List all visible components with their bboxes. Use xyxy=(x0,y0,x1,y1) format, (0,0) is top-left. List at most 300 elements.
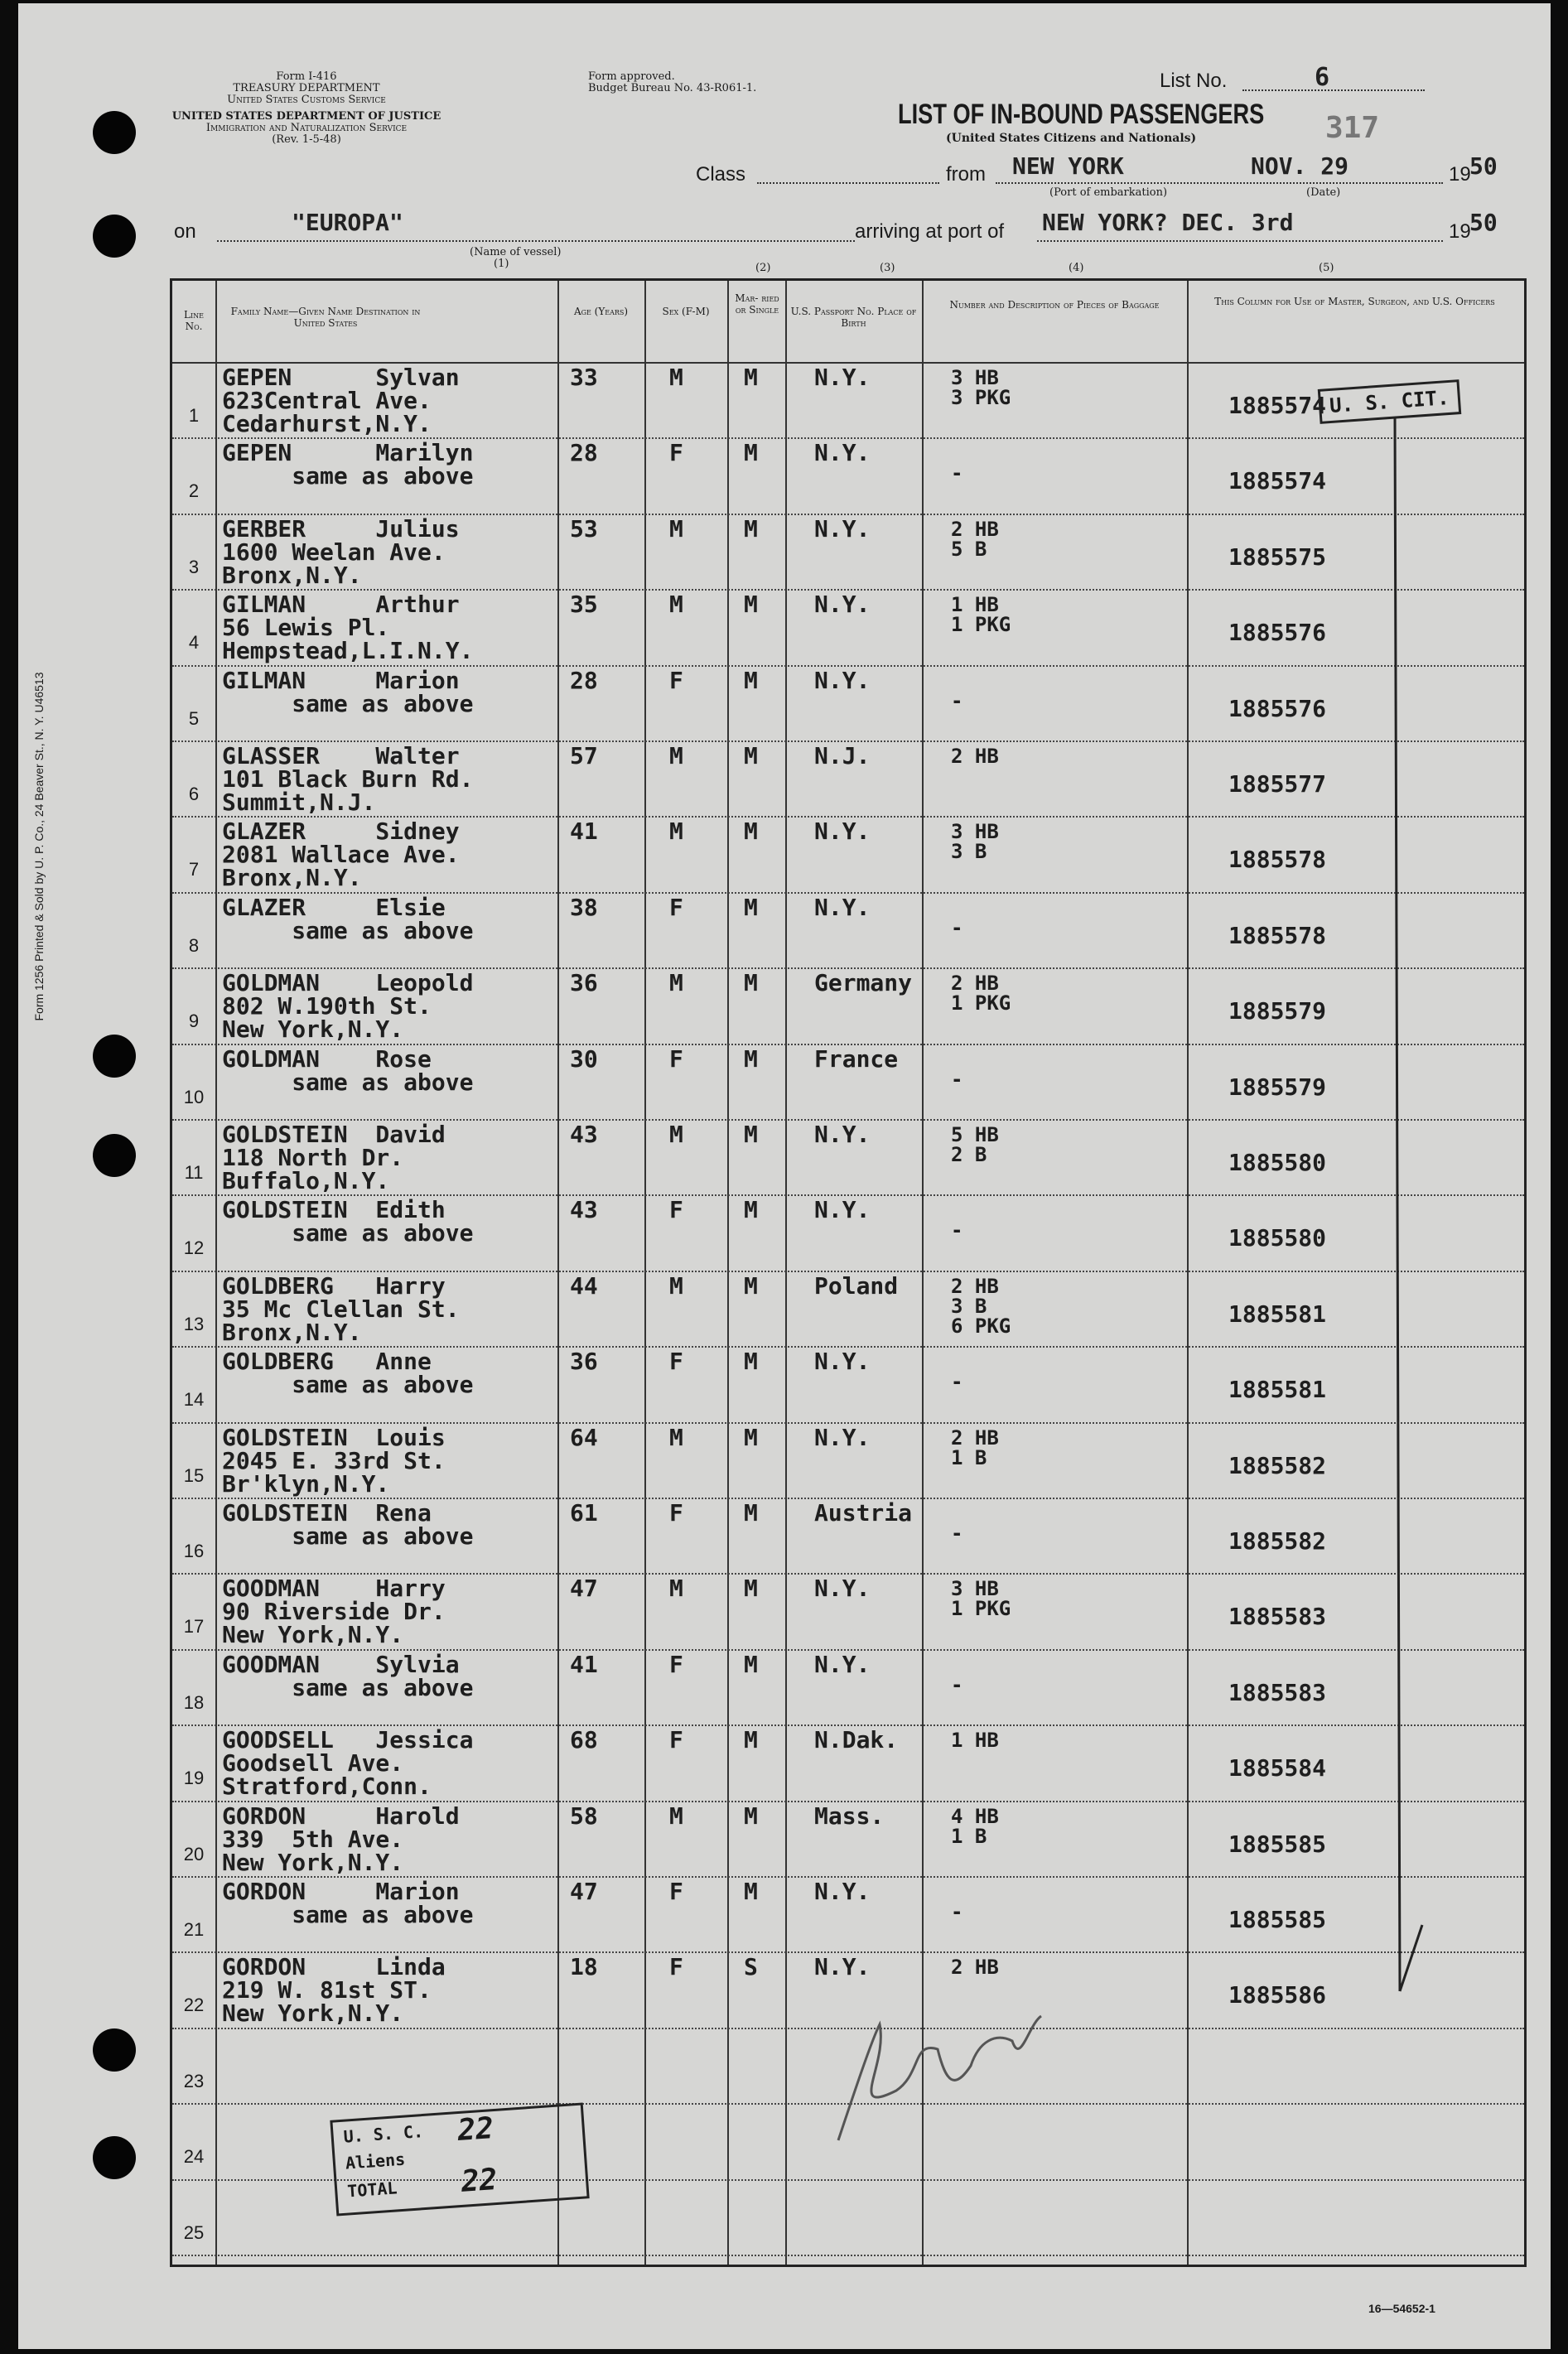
passenger-name: GOODMAN Sylvia xyxy=(222,1650,460,1678)
department: TREASURY DEPARTMENT xyxy=(233,82,380,94)
sex-value: M xyxy=(669,818,683,846)
baggage-1: 2 HB xyxy=(951,1425,999,1450)
line-number: 20 xyxy=(183,1843,205,1864)
address-line-1: same as above xyxy=(222,462,474,490)
form-number: Form I-416 xyxy=(276,70,337,83)
baggage-1: 2 HB xyxy=(951,972,999,996)
passenger-name: GOODMAN Harry xyxy=(222,1575,446,1603)
age-value: 44 xyxy=(570,1271,598,1300)
birth-place: N.Y. xyxy=(814,514,871,543)
age-value: 36 xyxy=(570,969,598,997)
col-3-marker: (3) xyxy=(880,262,895,274)
sex-value: F xyxy=(669,1726,683,1754)
line-number: 22 xyxy=(183,1995,205,2016)
baggage-2: - xyxy=(951,1522,963,1545)
line-number: 23 xyxy=(183,2070,205,2091)
line-number: 17 xyxy=(183,1616,205,1638)
age-value: 30 xyxy=(570,1044,598,1073)
sex-value: M xyxy=(669,742,683,769)
count-stamp xyxy=(330,2102,589,2216)
address-line-1: same as above xyxy=(222,1371,474,1399)
printer-imprint: Form 1256 Printed & Sold by U. P. Co., 24 Beaver St., N. Y. U46513 xyxy=(32,672,46,1021)
address-line-1: Goodsell Ave. xyxy=(222,1749,404,1778)
header-age: Age (Years) xyxy=(573,306,629,317)
passenger-name: GOLDMAN Leopold xyxy=(222,969,474,997)
address-line-1: 219 W. 81st ST. xyxy=(222,1976,432,2004)
birth-place: N.Y. xyxy=(814,1575,871,1603)
birth-place: France xyxy=(814,1044,899,1073)
age-value: 36 xyxy=(570,1348,598,1376)
footer-code: 16—54652-1 xyxy=(1368,2302,1435,2315)
sex-value: F xyxy=(669,1348,683,1376)
officer-number: 1885579 xyxy=(1228,997,1327,1025)
table-row xyxy=(172,1651,1524,1726)
passenger-name: GOLDBERG Anne xyxy=(222,1348,432,1376)
passenger-name: GLAZER Sidney xyxy=(222,818,460,846)
marital-status: M xyxy=(744,1423,758,1451)
baggage-2: 2 B xyxy=(951,1143,987,1166)
total-value: 22 xyxy=(460,2162,499,2199)
line-number: 9 xyxy=(188,1011,200,1032)
line-number: 19 xyxy=(183,1768,205,1789)
officer-number: 1885585 xyxy=(1228,1830,1327,1858)
table-row xyxy=(172,439,1524,514)
address-line-1: 35 Mc Clellan St. xyxy=(222,1295,460,1323)
address-line-2: New York,N.Y. xyxy=(222,1015,404,1044)
passenger-name: GEPEN Sylvan xyxy=(222,364,460,391)
address-line-1: 1600 Weelan Ave. xyxy=(222,538,446,566)
form-id-block xyxy=(166,71,447,146)
birth-place: Germany xyxy=(814,969,913,997)
age-value: 33 xyxy=(570,364,598,391)
list-no-label: List No. xyxy=(1160,70,1228,92)
usc-label: U. S. C. xyxy=(342,2121,424,2147)
sex-value: F xyxy=(669,1650,683,1678)
baggage-3: 6 PKG xyxy=(951,1314,1011,1338)
address-line-1: 339 5th Ave. xyxy=(222,1825,404,1853)
customs-service: United States Customs Service xyxy=(227,94,386,106)
table-row xyxy=(172,1726,1524,1802)
aliens-label: Aliens xyxy=(345,2149,406,2173)
line-number: 16 xyxy=(183,1541,205,1561)
address-line-1: 101 Black Burn Rd. xyxy=(222,765,474,793)
marital-status: M xyxy=(744,1499,758,1527)
baggage-1: 5 HB xyxy=(951,1123,999,1146)
age-value: 38 xyxy=(570,893,598,921)
address-line-2: New York,N.Y. xyxy=(222,1848,404,1876)
total-label: TOTAL xyxy=(346,2178,398,2202)
table-row xyxy=(172,1575,1524,1650)
address-line-1: 118 North Dr. xyxy=(222,1144,404,1171)
class-label: Class xyxy=(696,163,746,186)
age-value: 35 xyxy=(570,591,598,619)
birth-place: N.Y. xyxy=(814,818,871,846)
address-line-1: same as above xyxy=(222,1522,474,1550)
age-value: 53 xyxy=(570,514,598,543)
passenger-name: GLAZER Elsie xyxy=(222,893,446,921)
header-sex: Sex (F-M) xyxy=(662,306,710,317)
table-row xyxy=(172,818,1524,893)
marital-status: M xyxy=(744,1650,758,1678)
birth-place: N.Y. xyxy=(814,1196,871,1224)
birth-place: Poland xyxy=(814,1271,899,1300)
marital-status: M xyxy=(744,1575,758,1603)
header-married: Mar- ried or Single xyxy=(735,292,779,316)
age-value: 43 xyxy=(570,1196,598,1224)
marital-status: M xyxy=(744,1878,758,1905)
baggage-2: - xyxy=(951,1370,963,1394)
marital-status: M xyxy=(744,1121,758,1148)
age-value: 47 xyxy=(570,1575,598,1603)
table-row xyxy=(172,1499,1524,1575)
birth-place: N.Y. xyxy=(814,439,871,467)
manifest-page xyxy=(18,3,1551,2349)
address-line-2: Br'klyn,N.Y. xyxy=(222,1469,390,1498)
address-line-1: 623Central Ave. xyxy=(222,387,432,414)
marital-status: M xyxy=(744,893,758,921)
table-row xyxy=(172,1802,1524,1878)
officer-number: 1885579 xyxy=(1228,1073,1327,1101)
officer-number: 1885580 xyxy=(1228,1149,1327,1176)
marital-status: M xyxy=(744,1044,758,1073)
birth-place: N.Y. xyxy=(814,1650,871,1678)
on-label: on xyxy=(174,220,196,243)
sex-value: F xyxy=(669,1044,683,1073)
port-embarkation: NEW YORK xyxy=(1012,152,1124,180)
passenger-name: GORDON Harold xyxy=(222,1802,460,1830)
baggage-2: 1 B xyxy=(951,1445,987,1469)
age-value: 43 xyxy=(570,1121,598,1148)
header-birth: U.S. Passport No. Place of Birth xyxy=(790,306,917,329)
baggage-1: 3 HB xyxy=(951,366,999,389)
table-row xyxy=(172,1424,1524,1499)
passenger-name: GORDON Linda xyxy=(222,1953,446,1981)
sex-value: M xyxy=(669,364,683,391)
table-row xyxy=(172,667,1524,742)
marital-status: M xyxy=(744,1348,758,1376)
baggage-2: - xyxy=(951,1672,963,1696)
officer-number: 1885585 xyxy=(1228,1906,1327,1933)
address-line-2: Buffalo,N.Y. xyxy=(222,1167,390,1194)
table-row xyxy=(172,591,1524,666)
address-line-2: New York,N.Y. xyxy=(222,1621,404,1649)
address-line-1: 56 Lewis Pl. xyxy=(222,614,390,642)
passenger-name: GILMAN Arthur xyxy=(222,591,460,619)
officer-number: 1885582 xyxy=(1228,1451,1327,1479)
col-1-marker: (1) xyxy=(494,258,509,270)
birth-place: N.J. xyxy=(814,742,871,769)
arrival-year: 50 xyxy=(1469,209,1498,236)
embark-line xyxy=(996,182,1443,184)
address-line-1: same as above xyxy=(222,1673,474,1701)
birth-place: N.Dak. xyxy=(814,1726,899,1754)
passenger-name: GOLDSTEIN Edith xyxy=(222,1196,446,1224)
address-line-2: Bronx,N.Y. xyxy=(222,561,362,589)
sex-value: F xyxy=(669,1878,683,1905)
sex-value: F xyxy=(669,1499,683,1527)
line-number: 14 xyxy=(183,1389,205,1411)
line-number: 13 xyxy=(183,1313,205,1334)
passenger-name: GILMAN Marion xyxy=(222,666,460,694)
embark-date: NOV. 29 xyxy=(1251,152,1349,180)
line-number: 10 xyxy=(183,1086,205,1107)
age-value: 41 xyxy=(570,1650,598,1678)
baggage-1: 4 HB xyxy=(951,1804,999,1828)
port-embark-caption: (Port of embarkation) xyxy=(1049,186,1168,199)
officer-number: 1885582 xyxy=(1228,1527,1327,1555)
col-2-marker: (2) xyxy=(755,262,771,274)
embark-year: 50 xyxy=(1469,152,1498,180)
line-number: 5 xyxy=(188,707,200,729)
table-row xyxy=(172,969,1524,1044)
passenger-name: GEPEN Marilyn xyxy=(222,439,474,467)
age-value: 58 xyxy=(570,1802,598,1830)
revision: (Rev. 1-5-48) xyxy=(272,133,341,146)
line-number: 7 xyxy=(188,859,200,880)
sex-value: F xyxy=(669,666,683,694)
sex-value: F xyxy=(669,893,683,921)
check-line-icon xyxy=(1385,417,1435,2033)
birth-place: Austria xyxy=(814,1499,913,1527)
baggage-2: - xyxy=(951,688,963,712)
marital-status: M xyxy=(744,364,758,391)
officer-number: 1885575 xyxy=(1228,543,1327,571)
baggage-2: - xyxy=(951,1900,963,1923)
age-value: 41 xyxy=(570,818,598,846)
birth-place: N.Y. xyxy=(814,1423,871,1451)
arrival-port: NEW YORK? DEC. 3rd xyxy=(1042,209,1294,236)
baggage-2: 3 B xyxy=(951,840,987,864)
address-line-2: New York,N.Y. xyxy=(222,1999,404,2028)
arriving-label: arriving at port of xyxy=(855,220,1005,243)
age-value: 61 xyxy=(570,1499,598,1527)
list-no-value: 6 xyxy=(1315,63,1330,92)
address-line-2: Bronx,N.Y. xyxy=(222,1318,362,1346)
line-number: 21 xyxy=(183,1919,205,1940)
marital-status: M xyxy=(744,1271,758,1300)
officer-number: 1885580 xyxy=(1228,1224,1327,1252)
passenger-name: GORDON Marion xyxy=(222,1878,460,1905)
sex-value: F xyxy=(669,1953,683,1981)
from-label: from xyxy=(946,163,986,186)
table-row xyxy=(172,1272,1524,1348)
birth-place: N.Y. xyxy=(814,364,871,391)
line-number: 8 xyxy=(188,934,200,956)
signature-icon xyxy=(822,1991,1054,2157)
row-divider xyxy=(172,2255,1524,2256)
line-number: 11 xyxy=(184,1162,204,1183)
address-line-1: 90 Riverside Dr. xyxy=(222,1598,446,1626)
address-line-1: same as above xyxy=(222,1219,474,1247)
line-number: 2 xyxy=(188,480,200,502)
baggage-1: 2 HB xyxy=(951,745,999,768)
vessel-name: "EUROPA" xyxy=(292,209,403,236)
passenger-name: GOLDSTEIN David xyxy=(222,1121,446,1148)
birth-place: N.Y. xyxy=(814,1121,871,1148)
marital-status: M xyxy=(744,1802,758,1830)
header-officers: This Column for Use of Master, Surgeon, and U.S. Officers xyxy=(1214,296,1495,307)
sex-value: M xyxy=(669,1423,683,1451)
marital-status: M xyxy=(744,439,758,467)
passenger-name: GOLDBERG Harry xyxy=(222,1271,446,1300)
punch-hole-icon xyxy=(93,2136,136,2179)
birth-place: N.Y. xyxy=(814,893,871,921)
passenger-name: GLASSER Walter xyxy=(222,742,460,769)
sex-value: F xyxy=(669,439,683,467)
officer-number: 1885578 xyxy=(1228,921,1327,949)
baggage-1: 3 HB xyxy=(951,1577,999,1601)
date-caption: (Date) xyxy=(1306,186,1341,199)
birth-place: Mass. xyxy=(814,1802,885,1830)
sex-value: M xyxy=(669,591,683,619)
approval-block xyxy=(588,71,756,94)
baggage-1: 1 HB xyxy=(951,1729,999,1753)
officer-number: 1885576 xyxy=(1228,694,1327,722)
marital-status: M xyxy=(744,1196,758,1224)
table-row xyxy=(172,1121,1524,1196)
line-number: 12 xyxy=(183,1237,205,1259)
officer-number: 1885578 xyxy=(1228,846,1327,874)
line-number: 15 xyxy=(183,1464,205,1486)
address-line-2: Hempstead,L.I.N.Y. xyxy=(222,637,474,665)
sex-value: M xyxy=(669,1575,683,1603)
passenger-name: GOODSELL Jessica xyxy=(222,1726,474,1754)
age-value: 28 xyxy=(570,439,598,467)
officer-number: 1885574 xyxy=(1228,467,1327,495)
page-title: LIST OF IN-BOUND PASSENGERS xyxy=(898,99,1265,130)
sex-value: M xyxy=(669,514,683,543)
punch-hole-icon xyxy=(93,111,136,154)
marital-status: M xyxy=(744,742,758,769)
header-line-no: Line No. xyxy=(184,309,204,332)
budget-bureau: Budget Bureau No. 43-R061-1. xyxy=(588,82,757,94)
officer-number: 1885577 xyxy=(1228,770,1327,798)
line-number: 25 xyxy=(183,2221,205,2243)
sex-value: M xyxy=(669,1271,683,1300)
marital-status: M xyxy=(744,818,758,846)
address-line-2: Summit,N.J. xyxy=(222,789,376,816)
address-line-2: Cedarhurst,N.Y. xyxy=(222,410,432,437)
stamp-number: 317 xyxy=(1325,111,1380,145)
address-line-1: same as above xyxy=(222,916,474,944)
officer-number: 1885574 xyxy=(1228,392,1327,419)
form-approved: Form approved. xyxy=(588,70,675,83)
table-row xyxy=(172,515,1524,591)
sex-value: M xyxy=(669,969,683,997)
line-number: 4 xyxy=(188,632,200,654)
baggage-2: 1 PKG xyxy=(951,1597,1011,1621)
table-row xyxy=(172,1348,1524,1423)
passenger-name: GERBER Julius xyxy=(222,514,460,543)
marital-status: M xyxy=(744,591,758,619)
address-line-1: same as above xyxy=(222,1901,474,1928)
arrival-year-prefix: 19 xyxy=(1449,220,1471,243)
usc-value: 22 xyxy=(456,2111,495,2149)
punch-hole-icon xyxy=(93,2028,136,2072)
list-no-line xyxy=(1242,89,1425,91)
baggage-1: 2 HB xyxy=(951,517,999,541)
table-row xyxy=(172,1045,1524,1121)
marital-status: S xyxy=(744,1953,758,1981)
justice-dept: UNITED STATES DEPARTMENT OF JUSTICE xyxy=(171,110,441,123)
baggage-1: 3 HB xyxy=(951,820,999,844)
baggage-2: 1 B xyxy=(951,1824,987,1848)
header-name: Family Name—Given Name Destination in United States xyxy=(230,306,421,329)
baggage-2: - xyxy=(951,1067,963,1091)
marital-status: M xyxy=(744,666,758,694)
officer-number: 1885581 xyxy=(1228,1300,1327,1328)
table-row xyxy=(172,742,1524,818)
header-baggage: Number and Description of Pieces of Baggage xyxy=(949,299,1160,311)
baggage-2: 5 B xyxy=(951,537,987,561)
marital-status: M xyxy=(744,514,758,543)
punch-hole-icon xyxy=(93,1035,136,1078)
officer-number: 1885584 xyxy=(1228,1754,1327,1782)
address-line-2: Bronx,N.Y. xyxy=(222,864,362,892)
birth-place: N.Y. xyxy=(814,666,871,694)
passenger-name: GOLDSTEIN Rena xyxy=(222,1499,432,1527)
officer-number: 1885583 xyxy=(1228,1603,1327,1631)
baggage-2: 1 PKG xyxy=(951,991,1011,1015)
address-line-2: Stratford,Conn. xyxy=(222,1773,432,1801)
address-line-1: 802 W.190th St. xyxy=(222,992,432,1020)
line-number: 24 xyxy=(183,2146,205,2168)
birth-place: N.Y. xyxy=(814,1878,871,1905)
officer-number: 1885576 xyxy=(1228,619,1327,647)
col-5-marker: (5) xyxy=(1319,262,1334,274)
age-value: 28 xyxy=(570,666,598,694)
sex-value: M xyxy=(669,1802,683,1830)
year-prefix: 19 xyxy=(1449,163,1471,186)
sex-value: M xyxy=(669,1121,683,1148)
line-number: 18 xyxy=(183,1691,205,1713)
birth-place: N.Y. xyxy=(814,591,871,619)
officer-number: 1885581 xyxy=(1228,1376,1327,1404)
age-value: 18 xyxy=(570,1953,598,1981)
punch-hole-icon xyxy=(93,1134,136,1177)
baggage-2: - xyxy=(951,1218,963,1242)
passenger-name: GOLDSTEIN Louis xyxy=(222,1423,446,1451)
baggage-2: - xyxy=(951,915,963,939)
baggage-1: 2 HB xyxy=(951,1274,999,1298)
passenger-table xyxy=(170,278,1527,2267)
baggage-2: 3 PKG xyxy=(951,386,1011,409)
age-value: 57 xyxy=(570,742,598,769)
baggage-2: - xyxy=(951,461,963,485)
age-value: 47 xyxy=(570,1878,598,1905)
arrival-line xyxy=(1037,240,1443,242)
punch-hole-icon xyxy=(93,215,136,258)
birth-place: N.Y. xyxy=(814,1348,871,1376)
baggage-1: 2 HB xyxy=(951,1956,999,1980)
birth-place: N.Y. xyxy=(814,1953,871,1981)
baggage-2: 3 B xyxy=(951,1294,987,1318)
vessel-line xyxy=(217,240,855,242)
us-cit-stamp: U. S. CIT. xyxy=(1318,379,1461,424)
sex-value: F xyxy=(669,1196,683,1224)
address-line-1: same as above xyxy=(222,1068,474,1096)
age-value: 68 xyxy=(570,1726,598,1754)
baggage-1: 1 HB xyxy=(951,593,999,617)
marital-status: M xyxy=(744,969,758,997)
address-line-1: 2081 Wallace Ave. xyxy=(222,841,460,869)
table-row xyxy=(172,1878,1524,1953)
page-subtitle: (United States Citizens and Nationals) xyxy=(946,132,1197,145)
passenger-name: GOLDMAN Rose xyxy=(222,1044,432,1073)
address-line-1: 2045 E. 33rd St. xyxy=(222,1446,446,1474)
officer-number: 1885586 xyxy=(1228,1981,1327,2009)
address-line-1: same as above xyxy=(222,689,474,717)
